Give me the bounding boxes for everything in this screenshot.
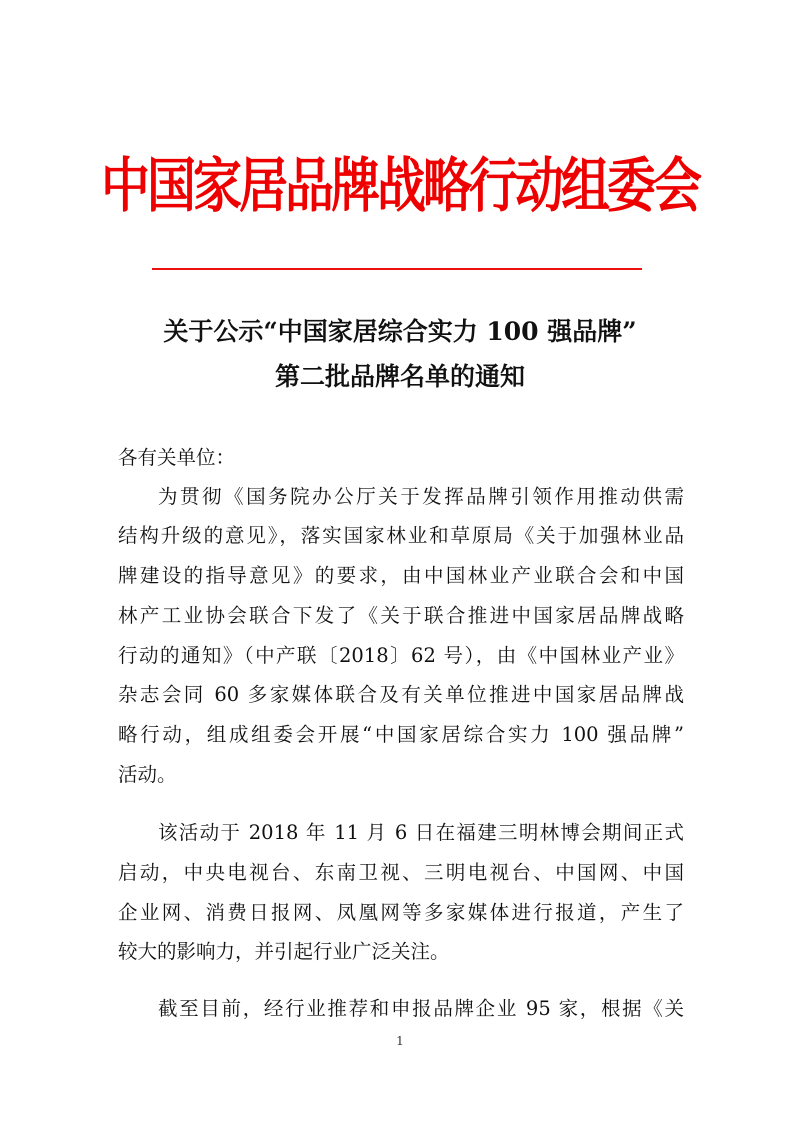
paragraph-1-line-7: 略行动，组成组委会开展“中国家居综合实力 100 强品牌” (118, 723, 684, 746)
paragraph-1-line-8: 活动。 (118, 763, 177, 786)
paragraph-2-line-4: 较大的影响力，并引起行业广泛关注。 (118, 940, 450, 963)
paragraph-1-line-4: 林产工业协会联合下发了《关于联合推进中国家居品牌战略 (118, 604, 684, 627)
org-header-title: 中国家居品牌战略行动组委会 (100, 152, 699, 221)
paragraph-1-line-6: 杂志会同 60 多家媒体联合及有关单位推进中国家居品牌战 (118, 683, 684, 706)
paragraph-2-line-2: 启动，中央电视台、东南卫视、三明电视台、中国网、中国 (118, 861, 684, 884)
paragraph-3-line-1: 截至目前，经行业推荐和申报品牌企业 95 家，根据《关 (158, 997, 684, 1020)
paragraph-1-line-2: 结构升级的意见》，落实国家林业和草原局《关于加强林业品 (118, 524, 684, 547)
paragraph-2-line-1: 该活动于 2018 年 11 月 6 日在福建三明林博会期间正式 (158, 821, 684, 844)
notice-title-line-1: 关于公示“中国家居综合实力 100 强品牌” (163, 317, 637, 346)
paragraph-2-line-3: 企业网、消费日报网、凤凰网等多家媒体进行报道，产生了 (118, 901, 684, 924)
page-number: 1 (396, 1034, 404, 1048)
salutation: 各有关单位： (118, 446, 236, 469)
paragraph-1-line-5: 行动的通知》（中产联〔2018〕62 号），由《中国林业产业》 (118, 644, 684, 667)
paragraph-1-line-3: 牌建设的指导意见》的要求，由中国林业产业联合会和中国 (118, 564, 684, 587)
notice-title-line-2: 第二批品牌名单的通知 (274, 362, 525, 391)
header-red-rule (152, 268, 642, 270)
paragraph-1-line-1: 为贯彻《国务院办公厅关于发挥品牌引领作用推动供需 (158, 485, 684, 508)
